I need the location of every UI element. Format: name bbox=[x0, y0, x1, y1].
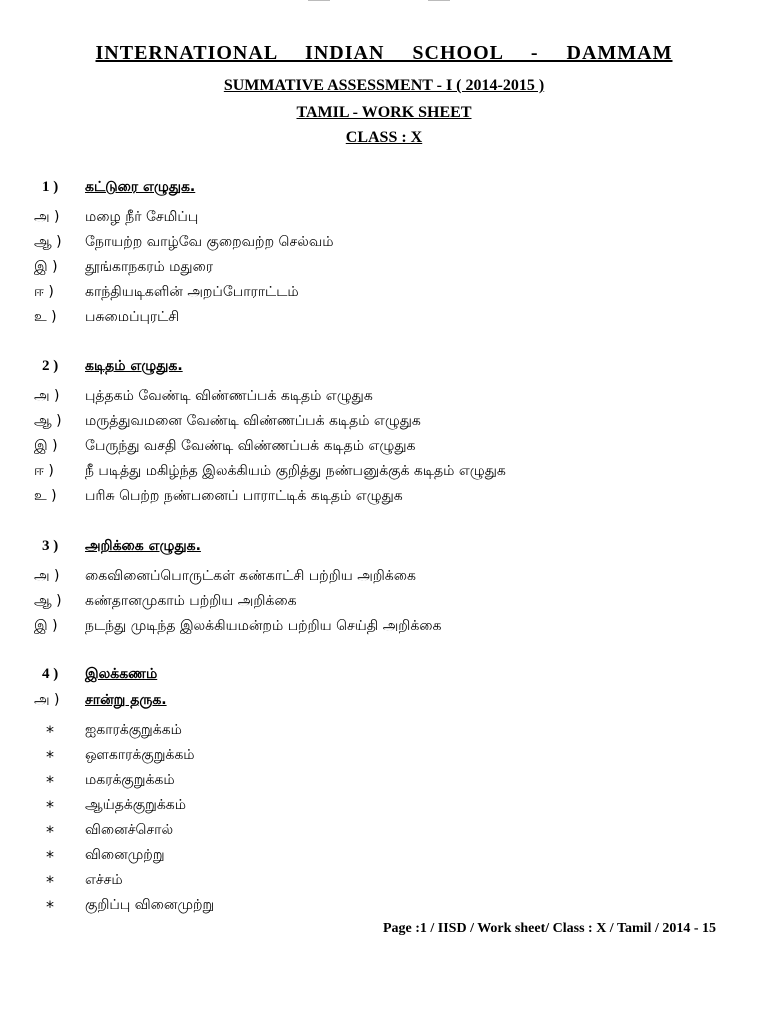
section-number: 1 ) bbox=[42, 179, 59, 195]
section-number: 4 ) bbox=[42, 666, 59, 682]
section-title: இலக்கணம் bbox=[85, 666, 158, 682]
school-title: INTERNATIONAL INDIAN SCHOOL - DAMMAM bbox=[95, 42, 673, 64]
section-title: கட்டுரை எழுதுக. bbox=[85, 179, 196, 195]
class-title: CLASS : X bbox=[345, 129, 423, 146]
section-title: அறிக்கை எழுதுக. bbox=[85, 538, 201, 554]
section-title: கடிதம் எழுதுக. bbox=[85, 358, 183, 374]
scan-mark bbox=[428, 0, 450, 1]
section-number: 2 ) bbox=[42, 358, 59, 374]
scan-mark bbox=[308, 0, 330, 1]
worksheet-page: INTERNATIONAL INDIAN SCHOOL - DAMMAM SUMMATIVE ASSESSMENT - I ( 2014-2015 ) TAMIL - WORK SHEET CLASS : X 1 ) கட்டுரை எழுதுக. அ ) மழை நீர் சேமிப்பு ஆ ) நோயற்ற வாழ்வே குறைவற்ற செல்வம் இ ) தூங்காநகரம் மதுரை ஈ ) காந்தியடிகளின் அறப்போராட்டம் உ ) பசுமைப்புரட்சி 2 ) கடிதம் எழுதுக. அ ) புத்தகம் வேண்டி விண்ணப்பக் கடிதம் எழுதுக ஆ ) மருத்துவமனை வேண்டி விண்ணப்பக் கடிதம் எழுதுக இ ) பேருந்து வசதி வேண்டி விண்ணப்பக் கடிதம் எழுதுக ஈ ) நீ படித்து மகிழ்ந்த இலக்கியம் குறித்து நண்பனுக்குக் கடிதம் எழுதுக உ ) பரிசு பெற்ற நண்பனைப் பாராட்டிக் கடிதம் எழுதுக 3 ) அறிக்கை எழுதுக. அ ) கைவினைப்பொருட்கள் கண்காட்சி பற்றிய அறிக்கை ஆ ) கண்தானமுகாம் பற்றிய அறிக்கை இ ) நடந்து முடிந்த இலக்கியமன்றம் பற்றிய செய்தி அறிக்கை 4 ) இலக்கணம் அ ) சான்று தருக. * ஐகாரக்குறுக்கம் * ஔகாரக்குறுக்கம் * மகரக்குறுக்கம் * ஆய்தக்குறுக்கம் * வினைச்சொல் * வினைமுற்று * எச்சம் * குறிப்பு வினைமுற்று Page :1 / IISD / Work sheet/ Class : X / Tamil / 2014 - 15 bbox=[0, 0, 768, 1024]
page-footer: Page :1 / IISD / Work sheet/ Class : X / Tamil / 2014 - 15 bbox=[382, 921, 716, 936]
section-number: 3 ) bbox=[42, 538, 59, 554]
assessment-title: SUMMATIVE ASSESSMENT - I ( 2014-2015 ) bbox=[223, 77, 545, 94]
subject-title: TAMIL - WORK SHEET bbox=[296, 104, 472, 121]
